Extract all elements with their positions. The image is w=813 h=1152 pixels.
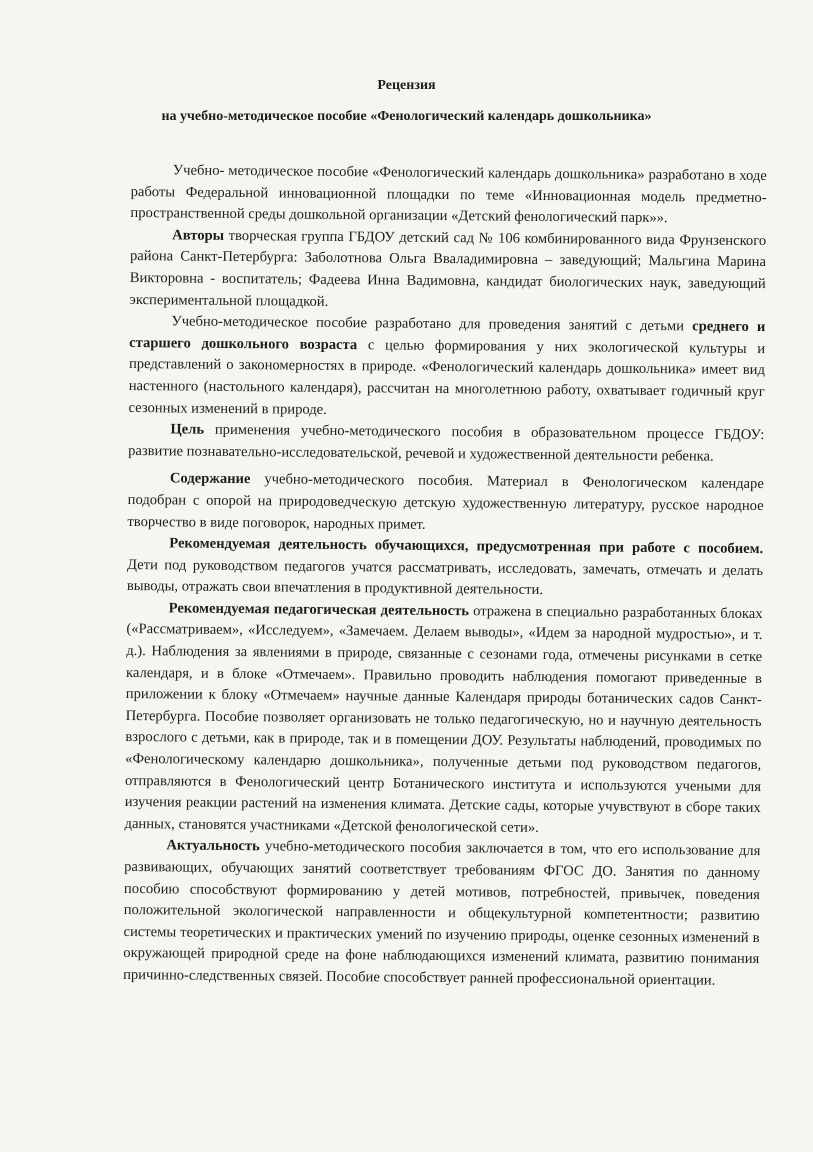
paragraph-lead: Рекомендуемая педагогическая деятельность [168,600,470,620]
paragraph-text: Учебно- методическое пособие «Фенологический календарь дошкольника» разработано в ходе работы Федеральной инновационной площадки по теме «Инновационная модель предметно-пространственной среды дошкольной организации «Детский фенологический парк»». [130,162,767,227]
paragraph-goal [128,419,764,468]
paragraph-text: Учебно-методическое пособие разработано для проведения занятий с детьми [171,313,693,335]
paragraph-lead: Цель [170,421,205,438]
paragraph-text-continued: с целью формирования у них экологической культуры и представлений о закономерностях в природе. «Фенологический календарь дошкольника» имеет вид настенного (настольного календаря), рассчитан на многолетнюю работу, охватывает годичный круг сезонных изменений в природе. [128,336,766,418]
paragraph-text: применения учебно-методического пособия в образовательном процессе ГБДОУ: развитие познавательно-исследовательской, речевой и художественной деятельности ребенка. [128,421,765,465]
document-body [123,154,767,993]
document-subtitle: на учебно-методическое пособие «Фенологический календарь дошкольника» [161,109,652,124]
paragraph-text: творческая группа ГБДОУ детский сад № 106 комбинированного вида Фрунзенского района Санкт-Петербурга: Заболотнова Ольга Вваладимировна – заведующий; Мальгина Марина Викторовна - воспитатель; Фадеева Инна Вадимовна, кандидат биологических наук, заведующий экспериментальной площадкой. [129,227,767,310]
paragraph-lead: Авторы [172,227,225,244]
paragraph-text: отражена в специально разработанных блоках («Рассматриваем», «Исследуем», «Замечаем. Делаем выводы», «Идем за народной мудростью», и т. д.). Наблюдения за явлениями в природе, связанные с сезонами года, отмечены рисунками в сетке календаря, и в блоке «Отмечаем». Правильно проводить наблюдения помогают приведенные в приложении к блоку «Отмечаем» научные данные Календаря природы ботанических садов Санкт-Петербурга. Пособие позволяет организовать не только педагогическую, но и научную деятельность взрослого с детьми, как в природе, так и в помещении ДОУ. Результаты наблюдений, проводимых по «Фенологическому календарю дошкольника», полученные детьми под руководством педагогов, отправляются в Фенологический центр Ботанического института и используются учеными для изучения реакции растений на изменения климата. Детские сады, которые учувствуют в сборе таких данных, становятся участниками «Детской фенологической сети». [124,603,763,836]
paragraph-content [127,468,764,539]
paragraph-relevance [123,835,760,992]
paragraph-lead: Рекомендуемая деятельность обучающихся, предусмотренная при работе с пособием. [169,535,764,558]
paragraph-teacher-activity [124,598,762,842]
paragraph-intro [130,160,767,231]
paragraph-authors [129,225,766,317]
document-title: Рецензия [377,78,436,93]
paragraph-bold-phrase: среднего и старшего дошкольного возраста [129,318,766,353]
paragraph-lead: Содержание [169,470,251,488]
paragraph-purpose [128,311,765,425]
paragraph-text: Дети под руководством педагогов учатся рассматривать, исследовать, замечать, отмечать и делать выводы, отражать свои впечатления в продуктивной деятельности. [126,556,764,599]
paragraph-text: учебно-методического пособия заключается в том, что его использование для развивающих, обучающих занятий соответствует требованиям ФГОС ДО. Занятия по данному пособию способствуют формированию у детей мотивов, потребностей, привычек, поведения положительной экологической направленности и общекультурной компетентности; развитию системы теоретических и практических умений по изучению природы, оценке сезонных изменений в окружающей природной среде на фоне наблюдающихся изменений климата, развитию понимания причинно-следственных связей. Пособие способствует ранней профессиональной ориентации. [123,838,761,989]
paragraph-text: учебно-методического пособия. Материал в Фенологическом календаре подобран с опорой на природоведческую детскую художественную литературу, русское народное творчество в виде поговорок, народных примет. [127,471,764,533]
paragraph-student-activity [127,533,764,604]
paragraph-lead: Актуальность [166,837,260,855]
